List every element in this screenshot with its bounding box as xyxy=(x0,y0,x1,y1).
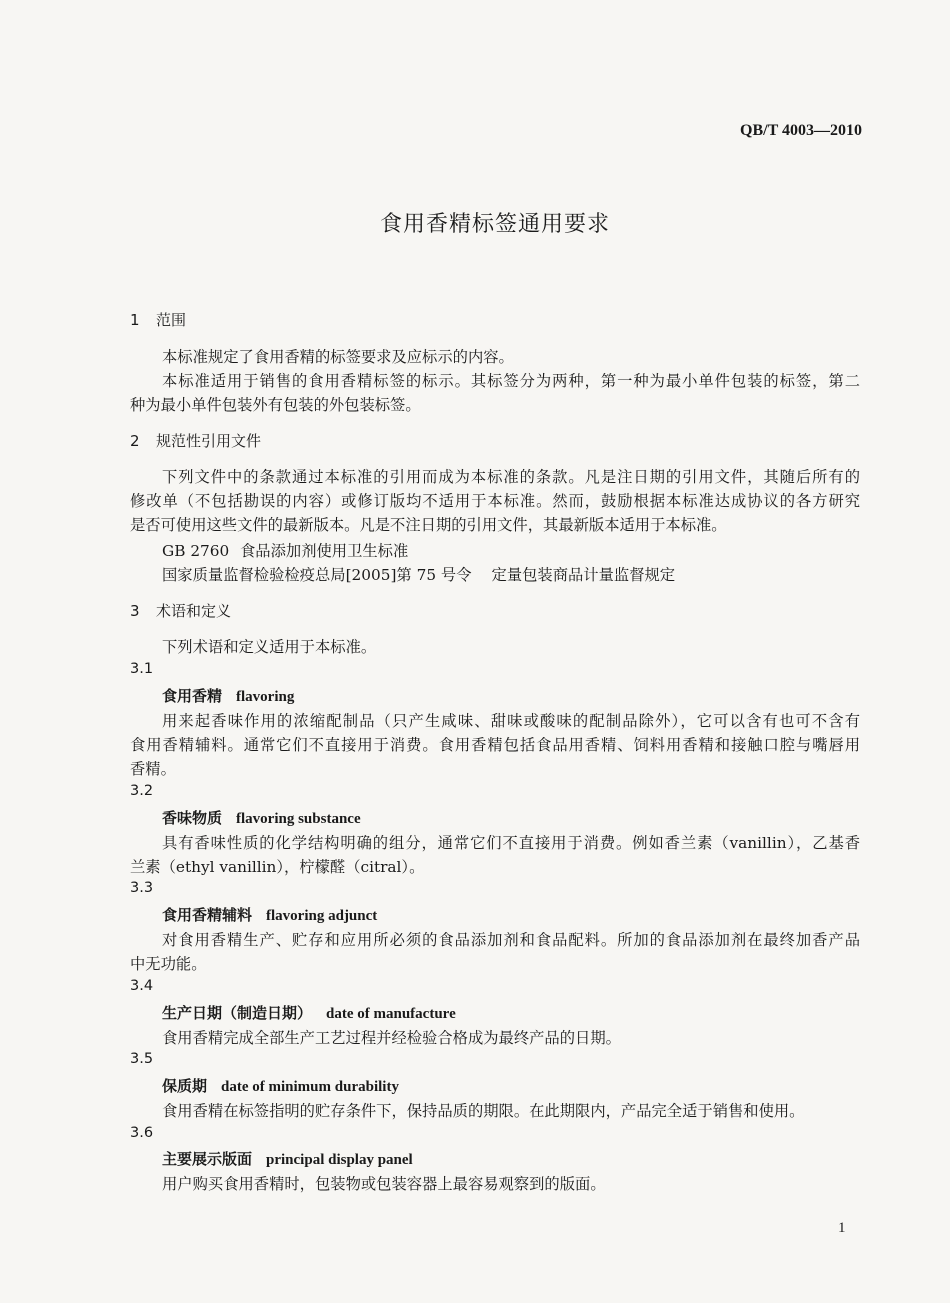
page-number: 1 xyxy=(838,1220,846,1236)
term-en: date of minimum durability xyxy=(221,1079,399,1095)
reference-item xyxy=(162,563,675,585)
definition-line: 用来起香味作用的浓缩配制品（只产生咸味、甜味或酸味的配制品除外），它可以含有也可不含有 xyxy=(162,712,860,730)
definition-line: 香精。 xyxy=(130,760,176,778)
section-title: 术语和定义 xyxy=(156,602,232,620)
term-heading xyxy=(162,1002,456,1023)
term-zh: 主要展示版面 xyxy=(162,1150,253,1168)
clause-number: 3.3 xyxy=(130,880,154,896)
section-heading-terms-definitions xyxy=(130,600,231,621)
definition-line: 对食用香精生产、贮存和应用所必须的食品添加剂和食品配料。所加的食品添加剂在最终加香产品 xyxy=(162,931,860,949)
term-zh: 生产日期（制造日期） xyxy=(162,1004,313,1022)
term-heading xyxy=(162,1148,413,1169)
paragraph-line: 下列文件中的条款通过本标准的引用而成为本标准的条款。凡是注日期的引用文件，其随后所有的 xyxy=(162,468,860,486)
term-zh: 食用香精辅料 xyxy=(162,906,253,924)
standard-code: QB/T 4003—2010 xyxy=(740,122,862,139)
paragraph-line: 种为最小单件包装外有包装的外包装标签。 xyxy=(130,396,421,414)
definition-line: 食用香精完成全部生产工艺过程并经检验合格成为最终产品的日期。 xyxy=(162,1029,621,1047)
reference-item xyxy=(162,539,408,561)
reference-title: 食品添加剂使用卫生标准 xyxy=(240,542,409,560)
definition-line: 食用香精在标签指明的贮存条件下，保持品质的期限。在此期限内，产品完全适于销售和使用。 xyxy=(162,1102,805,1120)
section-number: 2 xyxy=(130,432,140,450)
section-title: 规范性引用文件 xyxy=(156,432,262,450)
reference-code: 国家质量监督检验检疫总局[2005]第 75 号令 xyxy=(162,566,472,584)
paragraph-line: 是否可使用这些文件的最新版本。凡是不注日期的引用文件，其最新版本适用于本标准。 xyxy=(130,516,727,534)
term-heading xyxy=(162,807,361,828)
term-en: date of manufacture xyxy=(326,1006,456,1022)
paragraph-line: 本标准规定了食用香精的标签要求及应标示的内容。 xyxy=(162,348,514,366)
clause-number: 3.5 xyxy=(130,1051,154,1067)
reference-code: GB 2760 xyxy=(162,542,230,560)
reference-title: 定量包装商品计量监督规定 xyxy=(491,566,676,584)
term-zh: 保质期 xyxy=(162,1077,208,1095)
clause-number: 3.4 xyxy=(130,978,154,994)
paragraph-line: 本标准适用于销售的食用香精标签的标示。其标签分为两种，第一种为最小单件包装的标签，第二 xyxy=(162,372,860,390)
section-title: 范围 xyxy=(156,311,187,329)
definition-line: 用户购买食用香精时，包装物或包装容器上最容易观察到的版面。 xyxy=(162,1175,606,1193)
term-heading xyxy=(162,904,377,925)
term-en: flavoring xyxy=(236,689,295,705)
term-zh: 食用香精 xyxy=(162,687,223,705)
term-en: flavoring substance xyxy=(236,811,361,827)
clause-number: 3.1 xyxy=(130,661,154,677)
paragraph-line: 修改单（不包括勘误的内容）或修订版均不适用于本标准。然而，鼓励根据本标准达成协议的各方研究 xyxy=(130,492,860,510)
paragraph-line: 下列术语和定义适用于本标准。 xyxy=(162,638,377,656)
document-title: 食用香精标签通用要求 xyxy=(379,212,610,237)
definition-line: 具有香味性质的化学结构明确的组分，通常它们不直接用于消费。例如香兰素（vanillin），乙基香 xyxy=(162,834,860,852)
clause-number: 3.2 xyxy=(130,783,154,799)
section-heading-scope xyxy=(130,309,186,330)
definition-line: 食用香精辅料。通常它们不直接用于消费。食用香精包括食品用香精、饲料用香精和接触口腔与嘴唇用 xyxy=(130,736,860,754)
section-heading-normative-references xyxy=(130,430,261,451)
term-heading xyxy=(162,685,294,706)
clause-number: 3.6 xyxy=(130,1125,154,1141)
term-en: flavoring adjunct xyxy=(266,908,378,924)
definition-line: 兰素（ethyl vanillin），柠檬醛（citral）。 xyxy=(130,858,425,876)
term-en: principal display panel xyxy=(266,1152,413,1168)
term-zh: 香味物质 xyxy=(162,809,223,827)
definition-line: 中无功能。 xyxy=(130,955,207,973)
section-number: 3 xyxy=(130,602,140,620)
section-number: 1 xyxy=(130,311,140,329)
term-heading xyxy=(162,1075,399,1096)
